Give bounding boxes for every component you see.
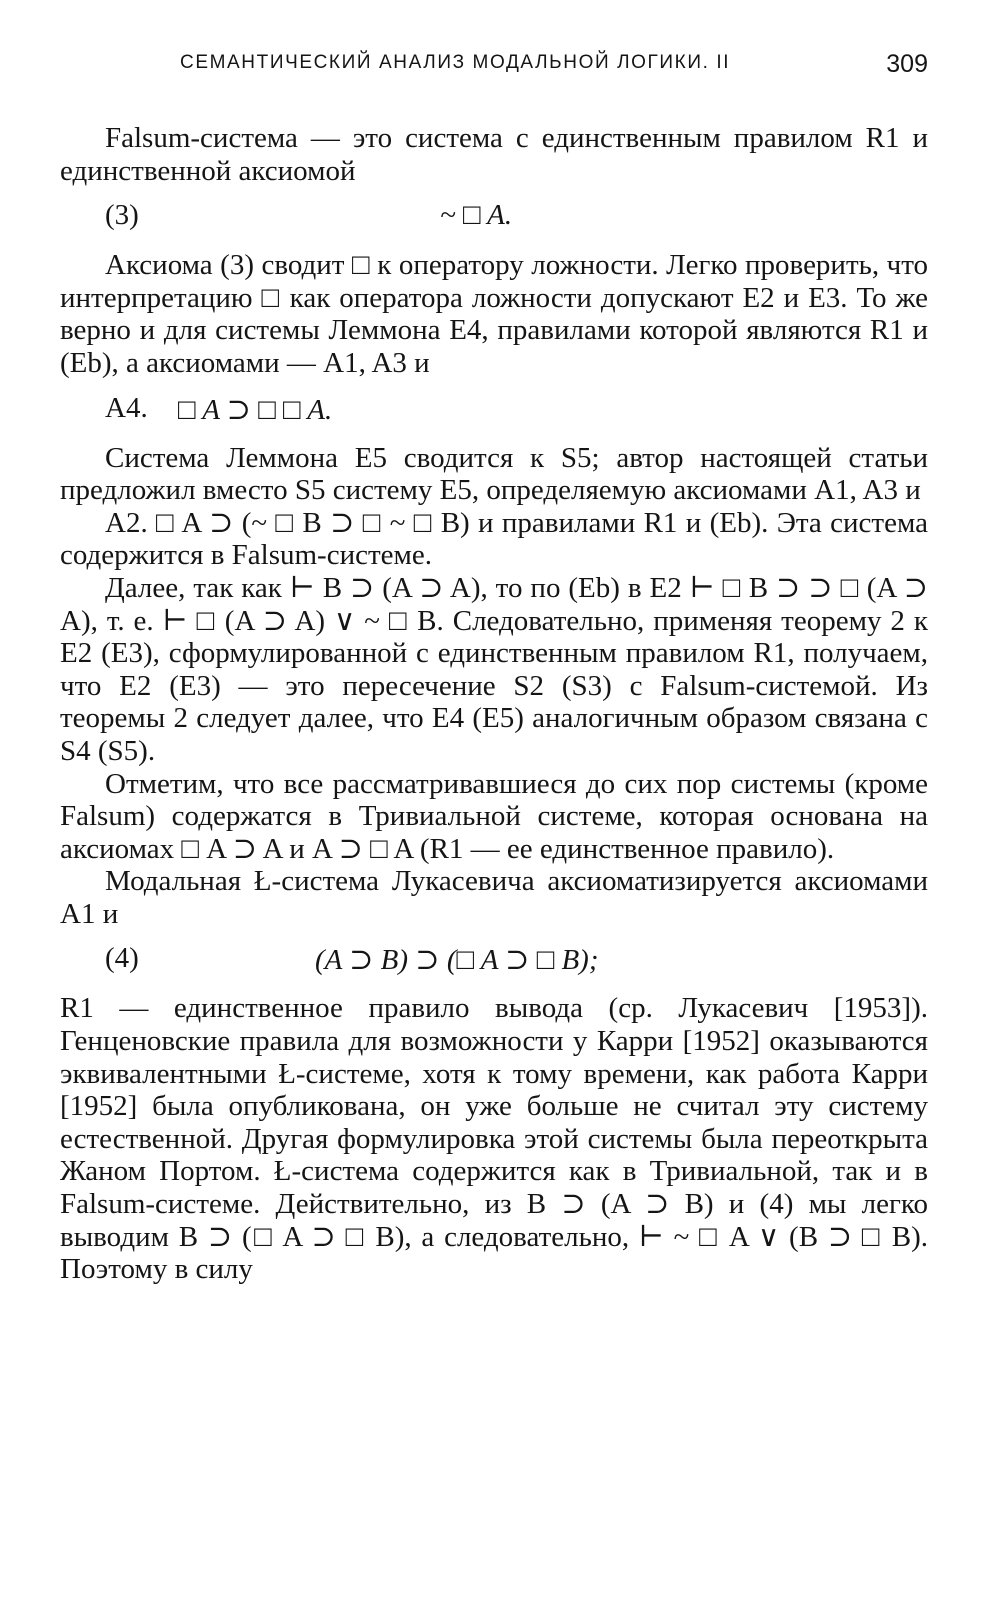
formula-4 [60,930,928,992]
paragraph-r1-rule: R1 — единственное правило вывода (ср. Лукасевич [1953]). Генценовские правила для возможности у Карри [1952] оказываются эквивалентными Ł-системе, хотя к тому времени, как работа Карри [1952] была опубликована, он уже больше не считал эту систему естественной. Другая формулировка этой системы была переоткрыта Жаном Портом. Ł-система содержится как в Тривиальной, так и в Falsum-системе. Действительно, из B ⊃ (A ⊃ B) и (4) мы легко выводим B ⊃ (□ A ⊃ □ B), а следовательно, ⊢ ~ □ A ∨ (B ⊃ □ B). Поэтому в силу [60,992,928,1286]
page [60,38,928,1286]
formula-number: (3) [105,199,139,232]
formula-expression: ~ □ A. [440,199,513,232]
formula-number: A4. [105,391,148,424]
paragraph-falsum-intro: Falsum-система — это система с единственным правилом R1 и единственной аксиомой [60,122,928,187]
paragraph-axiom-a2: A2. □ A ⊃ (~ □ B ⊃ □ ~ □ B) и правилами R1 и (Eb). Эта система содержится в Falsum-системе. [60,506,928,572]
paragraph-system-e5: Система Леммона E5 сводится к S5; автор настоящей статьи предложил вместо S5 систему E5, определяемую аксиомами A1, A3 и [60,441,928,507]
formula-3 [60,187,928,249]
paragraph-trivial-system: Отметим, что все рассматривавшиеся до сих пор системы (кроме Falsum) содержатся в Тривиальной системе, которая основана на аксиомах □ A ⊃ A и A ⊃ □ A (R1 — ее единственное правило). [60,767,928,865]
formula-expression: □ A ⊃ □ □ A. [178,393,333,426]
page-header [60,38,928,78]
formula-a4 [60,380,928,442]
formula-expression: (A ⊃ B) ⊃ (□ A ⊃ □ B); [315,944,599,977]
paragraph-lukasiewicz: Модальная Ł-система Лукасевича аксиоматизируется аксиомами A1 и [60,865,928,930]
page-number: 309 [886,50,928,78]
running-head: СЕМАНТИЧЕСКИЙ АНАЛИЗ МОДАЛЬНОЙ ЛОГИКИ. II [180,52,731,73]
paragraph-theorem-2: Далее, так как ⊢ B ⊃ (A ⊃ A), то по (Eb) в E2 ⊢ □ B ⊃ ⊃ □ (A ⊃ A), т. е. ⊢ □ (A ⊃ A) ∨ ~ □ B. Следовательно, применяя теорему 2 к E2 (E3), сформулированной с единственным правилом R1, получаем, что E2 (E3) — это пересечение S2 (S3) с Falsum-системой. Из теоремы 2 следует далее, что E4 (E5) аналогичным образом связана с S4 (S5). [60,571,928,767]
formula-number: (4) [105,942,139,975]
paragraph-axiom-3: Аксиома (3) сводит □ к оператору ложности. Легко проверить, что интерпретацию □ как оператора ложности допускают E2 и E3. То же верно и для системы Леммона E4, правилами которой являются R1 и (Eb), а аксиомами — A1, A3 и [60,249,928,379]
